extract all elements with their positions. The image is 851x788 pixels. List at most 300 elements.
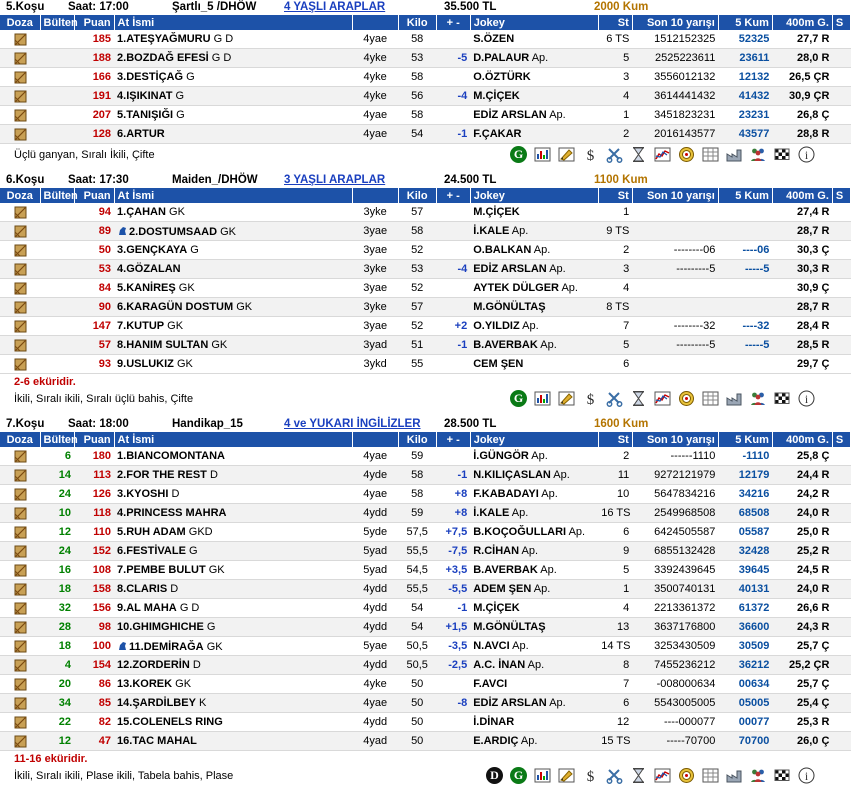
age-cell: 4ydd xyxy=(352,656,398,675)
jockey-cell[interactable] xyxy=(470,222,598,241)
horse-name-cell[interactable] xyxy=(114,504,352,523)
jockey-cell[interactable] xyxy=(470,542,598,561)
jockey-name[interactable]: B.AVERBAK xyxy=(473,339,538,351)
table-row[interactable] xyxy=(0,561,851,580)
horse-name-cell[interactable] xyxy=(114,203,352,222)
column-header: 5 Kum xyxy=(718,15,772,30)
horse-name-cell[interactable] xyxy=(114,222,352,241)
horse-name-cell[interactable] xyxy=(114,580,352,599)
jockey-name[interactable]: E.ARDIÇ xyxy=(473,735,519,747)
doza-cell xyxy=(0,30,40,49)
horse-flags: D xyxy=(170,583,179,595)
grid-icon[interactable] xyxy=(702,390,719,407)
jockey-name[interactable]: İ.DİNAR xyxy=(473,716,515,728)
jockey-cell[interactable] xyxy=(470,317,598,336)
horse-name[interactable]: 3.KYOSHI xyxy=(117,488,169,500)
horse-name-cell[interactable] xyxy=(114,106,352,125)
race-group-link[interactable]: 3 YAŞLI ARAPLAR xyxy=(284,174,386,186)
bet-types: İkili, Sıralı ikili, Plase ikili, Tabela bahis, Plase xyxy=(14,769,234,782)
weight-change-cell xyxy=(436,713,470,732)
puan-cell: 154 xyxy=(74,656,114,675)
horse-name-cell[interactable] xyxy=(114,336,352,355)
age-cell: 4yae xyxy=(352,447,398,466)
table-row[interactable] xyxy=(0,656,851,675)
jockey-cell[interactable] xyxy=(470,30,598,49)
horse-name[interactable]: 4.PRINCESS MAHRA xyxy=(117,507,227,519)
grid-icon[interactable] xyxy=(702,767,719,784)
table-row[interactable] xyxy=(0,504,851,523)
dollar-icon[interactable] xyxy=(582,390,599,407)
table-row[interactable] xyxy=(0,317,851,336)
horse-name-cell[interactable] xyxy=(114,355,352,374)
jockey-silk-icon xyxy=(14,469,27,482)
table-row[interactable] xyxy=(0,87,851,106)
jockey-cell[interactable] xyxy=(470,637,598,656)
jockey-cell[interactable] xyxy=(470,336,598,355)
horse-name-cell[interactable] xyxy=(114,523,352,542)
jockey-name[interactable]: M.GÖNÜLTAŞ xyxy=(473,621,546,633)
hourglass-icon[interactable] xyxy=(630,146,647,163)
jockey-name[interactable]: N.KILIÇASLAN xyxy=(473,469,551,481)
horse-name[interactable]: 2.BOZDAĞ EFESİ xyxy=(117,52,209,64)
horse-name-cell[interactable] xyxy=(114,599,352,618)
jockey-cell[interactable] xyxy=(470,561,598,580)
last5-sand-cell: 30509 xyxy=(718,637,772,656)
bet-types: Üçlü ganyan, Sıralı İkili, Çifte xyxy=(14,148,155,161)
race-time: Saat: 18:00 xyxy=(68,418,129,430)
jockey-name[interactable]: İ.KALE xyxy=(473,507,510,519)
g-circle-icon[interactable]: G xyxy=(510,767,527,784)
column-header: At İsmi xyxy=(114,188,352,203)
last400-cell: 24,4 R xyxy=(772,466,832,485)
scissors-icon[interactable] xyxy=(606,767,623,784)
horse-name[interactable]: 10.GHIMGHICHE xyxy=(117,621,204,633)
s-cell xyxy=(832,279,850,298)
table-row[interactable] xyxy=(0,637,851,656)
table-row[interactable] xyxy=(0,675,851,694)
factory-icon[interactable] xyxy=(726,390,743,407)
jockey-cell[interactable] xyxy=(470,694,598,713)
svg-text:i: i xyxy=(804,769,809,783)
jockey-name[interactable]: D.PALAUR xyxy=(473,52,530,64)
age-cell: 4yae xyxy=(352,125,398,144)
people-icon[interactable] xyxy=(750,146,767,163)
doza-cell xyxy=(0,618,40,637)
target-icon[interactable] xyxy=(678,146,695,163)
horse-name[interactable]: 14.ŞARDİLBEY xyxy=(117,697,196,709)
horse-flags: G D xyxy=(179,602,200,614)
jockey-cell[interactable] xyxy=(470,523,598,542)
table-row[interactable] xyxy=(0,336,851,355)
s-cell xyxy=(832,106,850,125)
horse-name[interactable]: 1.ÇAHAN xyxy=(117,206,166,218)
g-circle-icon[interactable]: G xyxy=(510,146,527,163)
weight-cell: 54,5 xyxy=(398,561,436,580)
horse-name-cell[interactable] xyxy=(114,561,352,580)
jockey-name[interactable]: EDİZ ARSLAN xyxy=(473,263,547,275)
weight-change-cell xyxy=(436,68,470,87)
horse-name-cell[interactable] xyxy=(114,447,352,466)
horse-name-cell[interactable] xyxy=(114,317,352,336)
table-row[interactable] xyxy=(0,485,851,504)
checkered-flag-icon[interactable] xyxy=(774,767,791,784)
s-cell xyxy=(832,732,850,751)
bulten-cell xyxy=(40,222,74,241)
race-group-link[interactable]: 4 ve YUKARI İNGİLİZLER xyxy=(284,418,421,430)
last400-cell: 25,7 Ç xyxy=(772,637,832,656)
table-row[interactable] xyxy=(0,580,851,599)
doza-cell xyxy=(0,466,40,485)
horse-name[interactable]: 7.KUTUP xyxy=(117,320,165,332)
table-row[interactable] xyxy=(0,49,851,68)
horse-name[interactable]: 8.HANIM SULTAN xyxy=(117,339,209,351)
last400-cell: 26,8 Ç xyxy=(772,106,832,125)
horse-name[interactable]: 8.CLARIS xyxy=(117,583,168,595)
horse-name-cell[interactable] xyxy=(114,466,352,485)
jockey-suffix: Ap. xyxy=(527,659,545,671)
horse-name[interactable]: 4.GÖZALAN xyxy=(117,263,181,275)
column-header: At İsmi xyxy=(114,15,352,30)
last10-cell: 6855132428 xyxy=(632,542,718,561)
horse-name[interactable]: 1.BIANCOMONTANA xyxy=(117,450,226,462)
horse-name[interactable]: 16.TAC MAHAL xyxy=(117,735,197,747)
puan-cell: 152 xyxy=(74,542,114,561)
jockey-cell[interactable] xyxy=(470,447,598,466)
horse-name[interactable]: 4.IŞIKINAT xyxy=(117,90,173,102)
bets-row xyxy=(0,765,851,788)
horse-name-cell[interactable] xyxy=(114,618,352,637)
weight-cell: 54 xyxy=(398,599,436,618)
last10-cell: --------06 xyxy=(632,241,718,260)
hourglass-icon[interactable] xyxy=(630,390,647,407)
pen-icon[interactable] xyxy=(558,767,575,784)
last10-cell: 3637176800 xyxy=(632,618,718,637)
doza-cell xyxy=(0,675,40,694)
dollar-icon[interactable] xyxy=(582,146,599,163)
horse-name[interactable]: 3.DESTİÇAĞ xyxy=(117,71,184,83)
jockey-name[interactable]: EDİZ ARSLAN xyxy=(473,697,547,709)
d-circle-icon[interactable]: D xyxy=(486,767,503,784)
table-row[interactable] xyxy=(0,732,851,751)
info-icon[interactable] xyxy=(798,146,815,163)
s-cell xyxy=(832,125,850,144)
last400-cell: 26,0 Ç xyxy=(772,732,832,751)
jockey-name[interactable]: O.BALKAN xyxy=(473,244,532,256)
jockey-cell[interactable] xyxy=(470,68,598,87)
horse-name-cell[interactable] xyxy=(114,30,352,49)
jockey-name[interactable]: M.ÇİÇEK xyxy=(473,602,520,614)
doza-cell xyxy=(0,713,40,732)
table-row[interactable] xyxy=(0,713,851,732)
last5-sand-cell: 32428 xyxy=(718,542,772,561)
bulten-cell: 18 xyxy=(40,580,74,599)
horse-name-cell[interactable] xyxy=(114,87,352,106)
horse-name-cell[interactable] xyxy=(114,694,352,713)
jockey-name[interactable]: İ.GÜNGÖR xyxy=(473,450,529,462)
start-cell: 2 xyxy=(598,447,632,466)
horse-flags: GK xyxy=(220,226,237,238)
horse-name[interactable]: 3.GENÇKAYA xyxy=(117,244,188,256)
horse-name-cell[interactable] xyxy=(114,732,352,751)
jockey-name[interactable]: F.KABADAYI xyxy=(473,488,539,500)
horse-name[interactable]: 9.AL MAHA xyxy=(117,602,177,614)
jockey-cell[interactable] xyxy=(470,49,598,68)
table-row[interactable] xyxy=(0,279,851,298)
jockey-name[interactable]: B.KOÇOĞULLARI xyxy=(473,526,567,538)
g-circle-icon[interactable]: G xyxy=(510,390,527,407)
horse-flags: G xyxy=(186,71,195,83)
info-icon[interactable] xyxy=(798,767,815,784)
horse-name-cell[interactable] xyxy=(114,49,352,68)
horse-name[interactable]: 6.ARTUR xyxy=(117,128,165,140)
hourglass-icon[interactable] xyxy=(630,767,647,784)
jockey-cell[interactable] xyxy=(470,675,598,694)
horse-name[interactable]: 2.FOR THE REST xyxy=(117,469,207,481)
doza-cell xyxy=(0,125,40,144)
table-row[interactable] xyxy=(0,241,851,260)
weight-change-cell: -8 xyxy=(436,694,470,713)
last5-sand-cell: 52325 xyxy=(718,30,772,49)
last5-sand-cell: ----32 xyxy=(718,317,772,336)
bulten-cell: 14 xyxy=(40,466,74,485)
table-row[interactable] xyxy=(0,30,851,49)
puan-cell: 128 xyxy=(74,125,114,144)
jockey-cell[interactable] xyxy=(470,279,598,298)
start-cell: 3 xyxy=(598,260,632,279)
horse-name-cell[interactable] xyxy=(114,637,352,656)
factory-icon[interactable] xyxy=(726,767,743,784)
doza-cell xyxy=(0,599,40,618)
jockey-cell[interactable] xyxy=(470,125,598,144)
table-row[interactable] xyxy=(0,125,851,144)
bulten-cell: 28 xyxy=(40,618,74,637)
column-header: Son 10 yarışı xyxy=(632,188,718,203)
jockey-name[interactable]: M.ÇİÇEK xyxy=(473,206,520,218)
horse-flags: GK xyxy=(167,320,184,332)
target-icon[interactable] xyxy=(678,390,695,407)
horse-name-cell[interactable] xyxy=(114,675,352,694)
pen-icon[interactable] xyxy=(558,146,575,163)
horse-name[interactable]: 13.KOREK xyxy=(117,678,173,690)
age-cell: 3yae xyxy=(352,317,398,336)
age-cell: 3yae xyxy=(352,222,398,241)
jockey-cell[interactable] xyxy=(470,713,598,732)
doza-cell xyxy=(0,222,40,241)
jockey-name[interactable]: EDİZ ARSLAN xyxy=(473,109,547,121)
race-block xyxy=(0,0,851,167)
column-header: Kilo xyxy=(398,188,436,203)
jockey-name[interactable]: ADEM ŞEN xyxy=(473,583,532,595)
horse-name[interactable]: 1.ATEŞYAĞMURU xyxy=(117,33,211,45)
doza-cell xyxy=(0,542,40,561)
table-row[interactable] xyxy=(0,447,851,466)
horse-name-cell[interactable] xyxy=(114,542,352,561)
jockey-cell[interactable] xyxy=(470,618,598,637)
last5-sand-cell: 41432 xyxy=(718,87,772,106)
bulten-cell xyxy=(40,241,74,260)
horse-name[interactable]: 9.USLUKIZ xyxy=(117,358,174,370)
puan-cell: 158 xyxy=(74,580,114,599)
people-icon[interactable] xyxy=(750,390,767,407)
horse-name[interactable]: 5.KANİREŞ xyxy=(117,282,176,294)
jockey-cell[interactable] xyxy=(470,355,598,374)
table-row[interactable] xyxy=(0,68,851,87)
checkered-flag-icon[interactable] xyxy=(774,146,791,163)
grid-icon[interactable] xyxy=(702,146,719,163)
jockey-cell[interactable] xyxy=(470,298,598,317)
horse-name-cell[interactable] xyxy=(114,260,352,279)
table-row[interactable] xyxy=(0,203,851,222)
trend-line-icon[interactable] xyxy=(654,146,671,163)
horse-name[interactable]: 7.PEMBE BULUT xyxy=(117,564,206,576)
jockey-name[interactable]: M.ÇİÇEK xyxy=(473,90,520,102)
weight-cell: 58 xyxy=(398,30,436,49)
info-icon[interactable] xyxy=(798,390,815,407)
jockey-cell[interactable] xyxy=(470,106,598,125)
jockey-silk-icon xyxy=(14,109,27,122)
jockey-name[interactable]: R.CİHAN xyxy=(473,545,520,557)
last400-cell: 28,8 R xyxy=(772,125,832,144)
jockey-cell[interactable] xyxy=(470,485,598,504)
tool-icon-strip xyxy=(510,146,851,163)
horse-name-cell[interactable] xyxy=(114,485,352,504)
jockey-suffix: Ap. xyxy=(511,225,529,237)
horse-name[interactable]: 5.RUH ADAM xyxy=(117,526,186,538)
race-group-link[interactable]: 4 YAŞLI ARAPLAR xyxy=(284,1,386,13)
checkered-flag-icon[interactable] xyxy=(774,390,791,407)
weight-cell: 59 xyxy=(398,447,436,466)
horse-name[interactable]: 2.DOSTUMSAAD xyxy=(129,226,218,238)
dollar-icon[interactable] xyxy=(582,767,599,784)
puan-cell: 113 xyxy=(74,466,114,485)
bulten-cell xyxy=(40,68,74,87)
last5-sand-cell: 23231 xyxy=(718,106,772,125)
scissors-icon[interactable] xyxy=(606,146,623,163)
horse-name[interactable]: 12.ZORDERİN xyxy=(117,659,190,671)
puan-cell: 84 xyxy=(74,279,114,298)
factory-icon[interactable] xyxy=(726,146,743,163)
horse-name[interactable]: 15.COLENELS RING xyxy=(117,716,223,728)
jockey-name[interactable]: B.AVERBAK xyxy=(473,564,538,576)
horse-name-cell[interactable] xyxy=(114,241,352,260)
weight-cell: 50,5 xyxy=(398,637,436,656)
weight-change-cell: -1 xyxy=(436,125,470,144)
jockey-name[interactable]: N.AVCI xyxy=(473,640,510,652)
weight-cell: 55 xyxy=(398,355,436,374)
start-cell: 7 xyxy=(598,675,632,694)
table-row[interactable] xyxy=(0,106,851,125)
jockey-name[interactable]: O.ÖZTÜRK xyxy=(473,71,531,83)
jockey-cell[interactable] xyxy=(470,260,598,279)
table-row[interactable] xyxy=(0,298,851,317)
s-cell xyxy=(832,260,850,279)
horse-name-cell[interactable] xyxy=(114,125,352,144)
jockey-silk-icon xyxy=(14,697,27,710)
weight-cell: 58 xyxy=(398,68,436,87)
s-cell xyxy=(832,504,850,523)
jockey-name[interactable]: CEM ŞEN xyxy=(473,358,524,370)
horse-flags: K xyxy=(198,697,207,709)
horse-name[interactable]: 5.TANIŞIĞI xyxy=(117,109,174,121)
pen-icon[interactable] xyxy=(558,390,575,407)
jockey-cell[interactable] xyxy=(470,87,598,106)
jockey-name[interactable]: F.AVCI xyxy=(473,678,508,690)
jockey-name[interactable]: AYTEK DÜLGER xyxy=(473,282,559,294)
jockey-silk-icon xyxy=(14,450,27,463)
horse-name[interactable]: 6.FESTİVALE xyxy=(117,545,186,557)
bar-chart-icon[interactable] xyxy=(534,390,551,407)
weight-cell: 50 xyxy=(398,713,436,732)
jockey-cell[interactable] xyxy=(470,203,598,222)
s-cell xyxy=(832,87,850,106)
table-row[interactable] xyxy=(0,618,851,637)
table-row[interactable] xyxy=(0,599,851,618)
jockey-cell[interactable] xyxy=(470,732,598,751)
age-cell: 3yke xyxy=(352,260,398,279)
horse-name-cell[interactable] xyxy=(114,713,352,732)
horse-name-cell[interactable] xyxy=(114,279,352,298)
table-row[interactable] xyxy=(0,694,851,713)
jockey-cell[interactable] xyxy=(470,466,598,485)
jockey-name[interactable]: M.GÖNÜLTAŞ xyxy=(473,301,546,313)
horse-name[interactable]: 6.KARAGÜN DOSTUM xyxy=(117,301,234,313)
last5-sand-cell: -1110 xyxy=(718,447,772,466)
jockey-silk-icon xyxy=(14,320,27,333)
horse-name-cell[interactable] xyxy=(114,656,352,675)
doza-cell xyxy=(0,732,40,751)
jockey-name[interactable]: A.C. İNAN xyxy=(473,659,526,671)
horse-flags: D xyxy=(209,469,218,481)
jockey-cell[interactable] xyxy=(470,504,598,523)
jockey-name[interactable]: O.YILDIZ xyxy=(473,320,520,332)
horse-name[interactable]: 11.DEMİRAĞA xyxy=(129,641,204,653)
people-icon[interactable] xyxy=(750,767,767,784)
jockey-cell[interactable] xyxy=(470,241,598,260)
bar-chart-icon[interactable] xyxy=(534,146,551,163)
jockey-suffix: Ap. xyxy=(533,244,551,256)
table-row[interactable] xyxy=(0,260,851,279)
jockey-name[interactable]: F.ÇAKAR xyxy=(473,128,522,140)
horse-name-cell[interactable] xyxy=(114,298,352,317)
jockey-name[interactable]: İ.KALE xyxy=(473,225,510,237)
jockey-cell[interactable] xyxy=(470,656,598,675)
weight-cell: 57 xyxy=(398,298,436,317)
last10-cell xyxy=(632,203,718,222)
bar-chart-icon[interactable] xyxy=(534,767,551,784)
table-row[interactable] xyxy=(0,222,851,241)
bulten-cell: 22 xyxy=(40,713,74,732)
table-row[interactable] xyxy=(0,542,851,561)
trend-line-icon[interactable] xyxy=(654,767,671,784)
start-cell: 8 xyxy=(598,656,632,675)
jockey-silk-icon xyxy=(14,526,27,539)
bulten-cell: 12 xyxy=(40,732,74,751)
horse-name-cell[interactable] xyxy=(114,68,352,87)
last10-cell xyxy=(632,355,718,374)
target-icon[interactable] xyxy=(678,767,695,784)
jockey-name[interactable]: S.ÖZEN xyxy=(473,33,515,45)
trend-line-icon[interactable] xyxy=(654,390,671,407)
table-row[interactable] xyxy=(0,355,851,374)
table-row[interactable] xyxy=(0,523,851,542)
jockey-cell[interactable] xyxy=(470,580,598,599)
jockey-cell[interactable] xyxy=(470,599,598,618)
last10-cell: ------1110 xyxy=(632,447,718,466)
table-row[interactable] xyxy=(0,466,851,485)
scissors-icon[interactable] xyxy=(606,390,623,407)
doza-cell xyxy=(0,279,40,298)
last5-sand-cell: 36212 xyxy=(718,656,772,675)
